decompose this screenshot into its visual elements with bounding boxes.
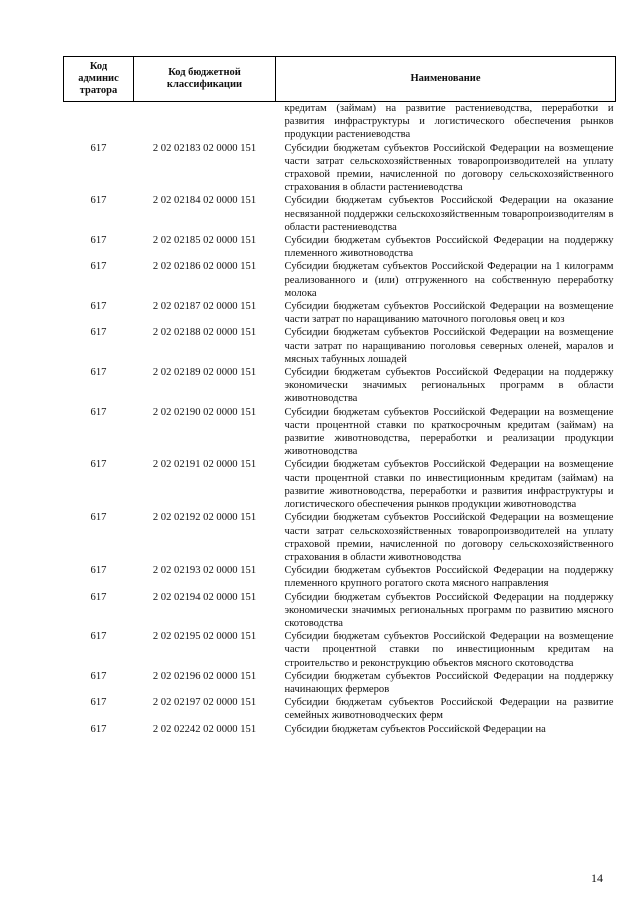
header-admin-code [64, 57, 134, 102]
admin-code-cell: 617 [90, 459, 107, 471]
table-row [64, 300, 616, 326]
name-cell [276, 260, 616, 300]
table-row [64, 366, 616, 406]
header-name: Наименование [276, 57, 616, 102]
name-cell [276, 670, 616, 696]
kbk-code-cell: 2 02 02186 02 0000 151 [152, 261, 257, 273]
admin-code-cell: 617 [90, 697, 107, 709]
kbk-code-cell [134, 102, 276, 142]
name-cell [276, 300, 616, 326]
table-row [64, 591, 616, 631]
page-number: 14 [591, 871, 603, 885]
name-text: Субсидии бюджетам субъектов Российской Федерации на поддержку экономически значимых региональных программ по развитию мясного скотоводства [284, 591, 614, 629]
header-admin-code-line-2: админис [78, 73, 119, 84]
name-text: Субсидии бюджетам субъектов Российской Федерации на поддержку экономически значимых региональных программ в области животноводства [284, 367, 614, 405]
kbk-code-cell: 2 02 02192 02 0000 151 [152, 512, 257, 524]
header-admin-code-line-1: Код [89, 61, 108, 72]
name-cell [276, 326, 616, 366]
name-cell [276, 564, 616, 590]
admin-code-cell: 617 [90, 235, 107, 247]
name-cell [276, 194, 616, 234]
name-text: Субсидии бюджетам субъектов Российской Федерации на оказание несвязанной поддержки сельскохозяйственным товаропроизводителям в области растениеводства [284, 195, 614, 233]
kbk-code-cell: 2 02 02190 02 0000 151 [152, 406, 257, 418]
name-text: Субсидии бюджетам субъектов Российской Федерации на поддержку племенного животноводства [284, 235, 614, 260]
name-text: Субсидии бюджетам субъектов Российской Федерации на [284, 723, 546, 735]
kbk-code-cell: 2 02 02193 02 0000 151 [152, 565, 257, 577]
header-admin-code-line-3: тратора [79, 85, 118, 96]
name-text: Субсидии бюджетам субъектов Российской Федерации на возмещение части затрат сельскохозяйственных товаропроизводителей на уплату страховой премии, начисленной по договору сельскохозяйственного страхования в области растениеводства [284, 142, 614, 194]
name-text: Субсидии бюджетам субъектов Российской Федерации на возмещение части процентной ставки по инвестиционным кредитам на строительство и реконструкцию объектов мясного скотоводства [284, 631, 614, 669]
table-row [64, 260, 616, 300]
name-cell [276, 696, 616, 722]
name-text: Субсидии бюджетам субъектов Российской Федерации на возмещение части процентной ставки по краткосрочным кредитам (займам) на развитие животноводства, переработки и реализации продукции животноводства [284, 406, 614, 458]
name-text: Субсидии бюджетам субъектов Российской Федерации на возмещение части затрат сельскохозяйственных товаропроизводителей на уплату страховой премии, начисленной по договору сельскохозяйственного страхования в области животноводства [284, 512, 614, 563]
kbk-code-cell: 2 02 02196 02 0000 151 [152, 670, 257, 682]
table-header-row [64, 57, 616, 102]
admin-code-cell: 617 [90, 195, 107, 207]
table-row [64, 696, 616, 722]
name-text: кредитам (займам) на развитие растениеводства, переработки и развития инфраструктуры и логистического обеспечения рынков продукции растениеводства [284, 103, 614, 141]
table-row [64, 142, 616, 195]
table-row [64, 723, 616, 736]
header-kbk-line-1: Код бюджетной [168, 67, 241, 78]
kbk-code-cell: 2 02 02242 02 0000 151 [152, 723, 257, 735]
admin-code-cell: 617 [90, 327, 107, 339]
budget-classification-table [63, 56, 616, 736]
kbk-code-cell: 2 02 02188 02 0000 151 [152, 327, 257, 339]
table-row [64, 406, 616, 459]
table-row [64, 102, 616, 142]
kbk-code-cell: 2 02 02194 02 0000 151 [152, 591, 257, 603]
admin-code-cell: 617 [90, 670, 107, 682]
name-cell [276, 406, 616, 459]
name-text: Субсидии бюджетам субъектов Российской Федерации на возмещение части затрат по наращиванию поголовья северных оленей, маралов и мясных табунных лошадей [284, 327, 614, 365]
admin-code-cell: 617 [90, 591, 107, 603]
name-cell [276, 458, 616, 511]
table-row [64, 564, 616, 590]
table-row [64, 234, 616, 260]
admin-code-cell: 617 [90, 142, 107, 154]
name-text: Субсидии бюджетам субъектов Российской Федерации на развитие семейных животноводческих ферм [284, 697, 614, 722]
kbk-code-cell: 2 02 02187 02 0000 151 [152, 301, 257, 313]
name-cell [276, 102, 616, 142]
admin-code-cell: 617 [90, 261, 107, 273]
admin-code-cell: 617 [90, 512, 107, 524]
table-row [64, 511, 616, 564]
name-text: Субсидии бюджетам субъектов Российской Федерации на 1 килограмм реализованного и (или) отгруженного на собственную переработку молока [284, 261, 614, 299]
admin-code-cell: 617 [90, 406, 107, 418]
kbk-code-cell: 2 02 02195 02 0000 151 [152, 631, 257, 643]
kbk-code-cell: 2 02 02185 02 0000 151 [152, 235, 257, 247]
table-row [64, 630, 616, 670]
name-cell [276, 142, 616, 195]
table-row [64, 326, 616, 366]
table-row [64, 458, 616, 511]
header-kbk-line-2: классификации [166, 79, 243, 90]
table-row [64, 194, 616, 234]
name-cell [276, 723, 616, 736]
table-body [64, 102, 616, 736]
header-kbk [134, 57, 276, 102]
name-text: Субсидии бюджетам субъектов Российской Федерации на возмещение части процентной ставки по инвестиционным кредитам (займам) на развитие животноводства, переработки и развития инфраструктуры и логистического обеспечения рынков продукции животноводства [284, 459, 614, 511]
name-cell [276, 511, 616, 564]
kbk-code-cell: 2 02 02191 02 0000 151 [152, 459, 257, 471]
admin-code-cell: 617 [90, 301, 107, 313]
name-cell [276, 630, 616, 670]
name-text: Субсидии бюджетам субъектов Российской Федерации на поддержку начинающих фермеров [284, 670, 614, 695]
kbk-code-cell: 2 02 02183 02 0000 151 [152, 142, 257, 154]
admin-code-cell: 617 [90, 565, 107, 577]
name-cell [276, 591, 616, 631]
kbk-code-cell: 2 02 02197 02 0000 151 [152, 697, 257, 709]
kbk-code-cell: 2 02 02184 02 0000 151 [152, 195, 257, 207]
admin-code-cell: 617 [90, 631, 107, 643]
admin-code-cell [64, 102, 134, 142]
name-cell [276, 366, 616, 406]
kbk-code-cell: 2 02 02189 02 0000 151 [152, 367, 257, 379]
name-text: Субсидии бюджетам субъектов Российской Федерации на поддержку племенного крупного рогатого скота мясного направления [284, 565, 614, 590]
admin-code-cell: 617 [90, 367, 107, 379]
table-row [64, 670, 616, 696]
name-cell [276, 234, 616, 260]
name-text: Субсидии бюджетам субъектов Российской Федерации на возмещение части затрат по наращиванию маточного поголовья овец и коз [284, 301, 614, 326]
admin-code-cell: 617 [90, 723, 107, 735]
